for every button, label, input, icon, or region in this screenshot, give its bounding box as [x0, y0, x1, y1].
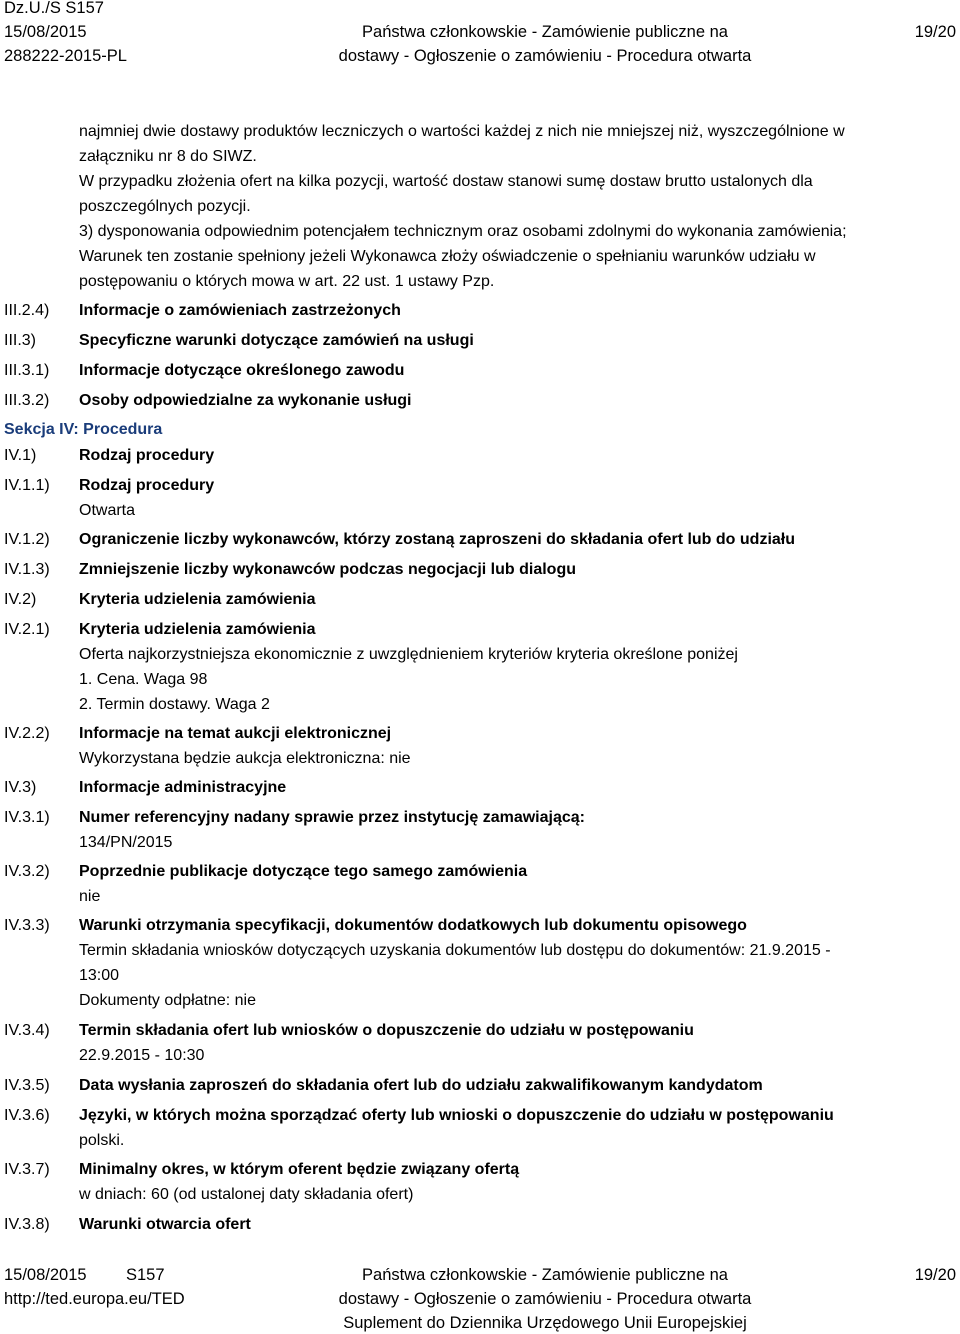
section-heading: Zmniejszenie liczby wykonawców podczas negocjacji lub dialogu [79, 561, 576, 578]
section-value: polski. [79, 1132, 125, 1149]
section-value: 1. Cena. Waga 98 [79, 671, 208, 688]
section-heading: Informacje dotyczące określonego zawodu [79, 362, 405, 379]
footer-page-number: 19/20 [914, 1266, 956, 1284]
section-content [79, 590, 954, 615]
section-number: III.2.4) [4, 302, 50, 319]
section-heading: Ograniczenie liczby wykonawców, którzy zostaną zaproszeni do składania ofert lub do udziału [79, 531, 795, 548]
section-heading: Warunki otwarcia ofert [79, 1216, 251, 1233]
section-content [79, 1021, 954, 1071]
intro-line: załączniku nr 8 do SIWZ. [79, 148, 257, 165]
section-content [79, 331, 954, 356]
section-number: IV.3.5) [4, 1077, 50, 1094]
section-number: IV.3.1) [4, 809, 50, 826]
intro-line: Warunek ten zostanie spełniony jeżeli Wykonawca złoży oświadczenie o spełnianiu warunków udziału w [79, 248, 816, 265]
section-number: III.3) [4, 332, 37, 349]
section-number: III.3.1) [4, 362, 50, 379]
footer-series: S157 [126, 1266, 165, 1284]
section-value: nie [79, 888, 101, 905]
section-content [79, 778, 954, 803]
section-content [79, 530, 954, 555]
section-number: IV.2.2) [4, 725, 50, 742]
section-value: Otwarta [79, 502, 136, 519]
header-date: 15/08/2015 [4, 23, 87, 41]
section-number: IV.1.2) [4, 531, 50, 548]
footer-date: 15/08/2015 [4, 1266, 87, 1284]
footer-url[interactable]: http://ted.europa.eu/TED [4, 1290, 185, 1308]
section-number: IV.3) [4, 779, 37, 796]
intro-line: W przypadku złożenia ofert na kilka pozycji, wartość dostaw stanowi sumę dostaw brutto ustalonych dla [79, 173, 813, 190]
section-content [79, 1215, 954, 1240]
section-content [79, 301, 954, 326]
section-number: IV.3.4) [4, 1022, 50, 1039]
section-iv-title: Sekcja IV: Procedura [4, 421, 163, 438]
footer-title-line2: dostawy - Ogłoszenie o zamówieniu - Procedura otwarta [338, 1290, 752, 1308]
section-heading: Informacje administracyjne [79, 779, 287, 796]
intro-line: 3) dysponowania odpowiednim potencjałem technicznym oraz osobami zdolnymi do wykonania zamówienia; [79, 223, 847, 240]
section-content [79, 361, 954, 386]
intro-text [79, 122, 949, 297]
section-content [79, 916, 954, 1016]
section-number: IV.1.3) [4, 561, 50, 578]
section-heading: Minimalny okres, w którym oferent będzie związany ofertą [79, 1161, 520, 1178]
section-heading: Informacje o zamówieniach zastrzeżonych [79, 302, 401, 319]
section-content [79, 391, 954, 416]
section-content [79, 724, 954, 774]
section-content [79, 1160, 954, 1210]
section-value: 13:00 [79, 967, 120, 984]
section-heading: Kryteria udzielenia zamówienia [79, 621, 316, 638]
section-heading: Specyficzne warunki dotyczące zamówień na usługi [79, 332, 474, 349]
footer-title-line3: Suplement do Dziennika Urzędowego Unii Europejskiej [343, 1314, 747, 1332]
section-content [79, 808, 954, 858]
section-heading: Kryteria udzielenia zamówienia [79, 591, 316, 608]
journal-ref: Dz.U./S S157 [4, 0, 104, 17]
section-heading: Warunki otrzymania specyfikacji, dokumentów dodatkowych lub dokumentu opisowego [79, 917, 747, 934]
intro-line: postępowaniu o których mowa w art. 22 ust. 1 ustawy Pzp. [79, 273, 495, 290]
section-content [79, 620, 954, 720]
section-heading: Języki, w których można sporządzać oferty lub wnioski o dopuszczenie do udziału w postępowaniu [79, 1107, 834, 1124]
footer-title-line1: Państwa członkowskie - Zamówienie publiczne na [362, 1266, 728, 1284]
section-number: IV.3.6) [4, 1107, 50, 1124]
section-heading: Rodzaj procedury [79, 477, 215, 494]
section-number: IV.3.3) [4, 917, 50, 934]
section-value: Dokumenty odpłatne: nie [79, 992, 256, 1009]
section-content [79, 476, 954, 526]
section-value: Oferta najkorzystniejsza ekonomicznie z uwzględnieniem kryteriów kryteria określone poniżej [79, 646, 738, 663]
section-heading: Informacje na temat aukcji elektronicznej [79, 725, 392, 742]
section-number: IV.1) [4, 447, 37, 464]
section-number: IV.2.1) [4, 621, 50, 638]
section-heading: Rodzaj procedury [79, 447, 215, 464]
section-heading: Termin składania ofert lub wniosków o dopuszczenie do udziału w postępowaniu [79, 1022, 694, 1039]
section-content [79, 446, 954, 471]
header-title-line1: Państwa członkowskie - Zamówienie publiczne na [362, 23, 728, 41]
section-content [79, 1076, 954, 1101]
section-number: IV.3.2) [4, 863, 50, 880]
section-heading: Osoby odpowiedzialne za wykonanie usługi [79, 392, 412, 409]
header-title-line2: dostawy - Ogłoszenie o zamówieniu - Procedura otwarta [338, 47, 752, 65]
section-value: 22.9.2015 - 10:30 [79, 1047, 205, 1064]
section-heading: Numer referencyjny nadany sprawie przez instytucję zamawiającą: [79, 809, 585, 826]
section-number: IV.3.7) [4, 1161, 50, 1178]
section-content [79, 1106, 954, 1156]
section-number: III.3.2) [4, 392, 50, 409]
section-number: IV.1.1) [4, 477, 50, 494]
section-number: IV.3.8) [4, 1216, 50, 1233]
section-content [79, 560, 954, 585]
section-value: Wykorzystana będzie aukcja elektroniczna: nie [79, 750, 411, 767]
section-heading: Data wysłania zaproszeń do składania ofert lub do udziału zakwalifikowanym kandydatom [79, 1077, 763, 1094]
section-number: IV.2) [4, 591, 37, 608]
header-page-number: 19/20 [914, 23, 956, 41]
section-value: 134/PN/2015 [79, 834, 173, 851]
intro-line: poszczególnych pozycji. [79, 198, 251, 215]
section-value: Termin składania wniosków dotyczących uzyskania dokumentów lub dostępu do dokumentów: 21.9.2015 - [79, 942, 831, 959]
intro-line: najmniej dwie dostawy produktów leczniczych o wartości każdej z nich nie mniejszej niż, wyszczególnione w [79, 123, 845, 140]
section-content [79, 862, 954, 912]
section-heading: Poprzednie publikacje dotyczące tego samego zamówienia [79, 863, 528, 880]
notice-id: 288222-2015-PL [4, 47, 127, 65]
section-value: 2. Termin dostawy. Waga 2 [79, 696, 270, 713]
section-value: w dniach: 60 (od ustalonej daty składania ofert) [79, 1186, 414, 1203]
